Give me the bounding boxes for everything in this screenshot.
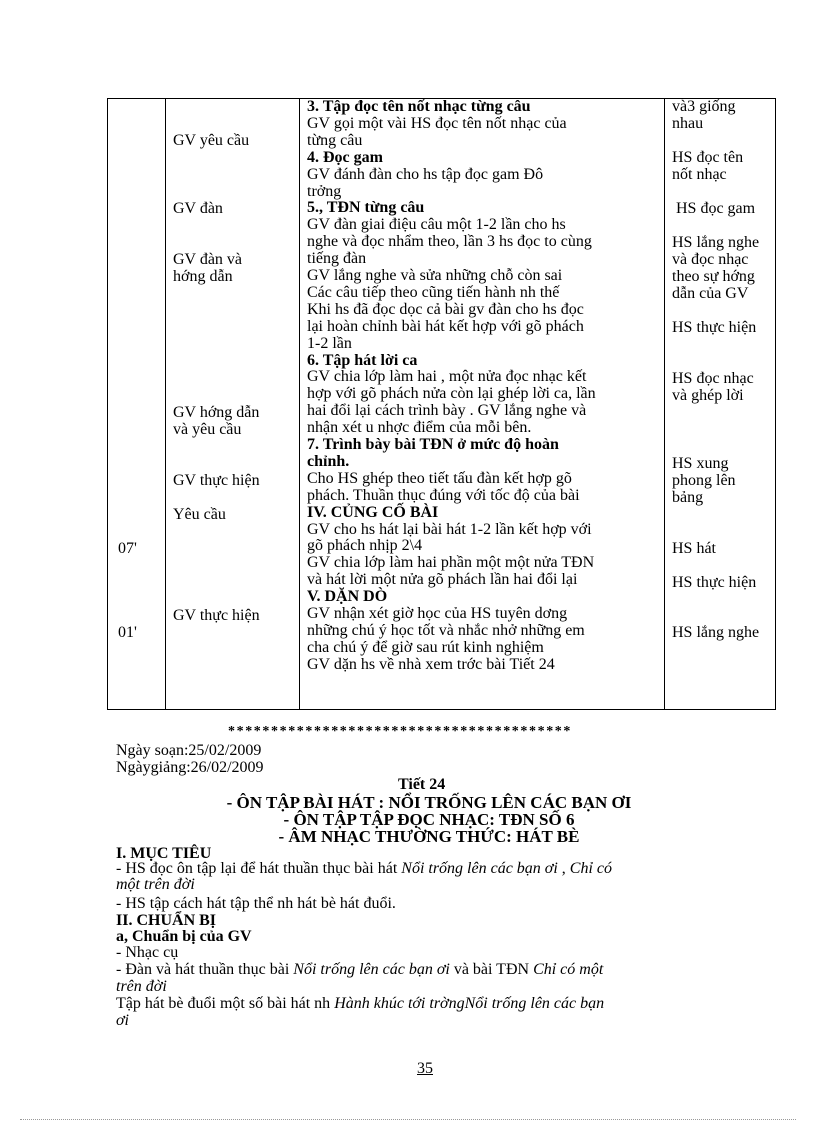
teacher-activity: GV thực hiện — [173, 607, 260, 624]
content-section-heading: 3. Tập đọc tên nốt nhạc từng câu — [307, 98, 531, 115]
preparation-line: - Đàn và hát thuần thục bài Nổi trống lên các bạn ơi và bài TĐN Chỉ có một — [116, 961, 604, 978]
date-prepared: Ngày soạn:25/02/2009 — [116, 742, 262, 759]
content-section-heading: IV. CỦNG CỐ BÀI — [307, 503, 439, 521]
student-activity: bảng — [672, 489, 704, 506]
content-line: GV đánh đàn cho hs tập đọc gam Đô — [307, 165, 544, 183]
teacher-activity: và yêu cầu — [173, 421, 242, 438]
song-title: ơi — [116, 1012, 129, 1029]
objective-line: - HS đọc ôn tập lại để hát thuần thục bài hát Nổi trống lên các bạn ơi , Chỉ có — [116, 860, 613, 877]
student-activity: theo sự hớng — [672, 268, 755, 285]
section-separator: **************************************** — [228, 724, 572, 739]
date-taught: Ngàygiảng:26/02/2009 — [116, 759, 264, 776]
preparation-heading: II. CHUẨN BỊ — [116, 912, 217, 929]
content-line: lại hoàn chỉnh bài hát kết hợp với gõ phách — [307, 317, 584, 335]
student-activity: phong lên — [672, 472, 736, 489]
student-activity: HS thực hiện — [672, 574, 757, 591]
teacher-activity: GV đàn — [173, 200, 223, 217]
content-line: gõ phách nhịp 2\4 — [307, 537, 423, 555]
time-cell: 01' — [118, 624, 137, 641]
content-line: GV nhận xét giờ học của HS tuyên dơng — [307, 605, 568, 622]
preparation-subheading: a, Chuẩn bị của GV — [116, 928, 252, 945]
student-activity: nhau — [672, 115, 704, 132]
content-section-heading: 5., TĐN từng câu — [307, 199, 425, 217]
column-divider — [299, 99, 300, 709]
objectives-heading: I. MỤC TIÊU — [116, 845, 212, 862]
column-divider — [165, 99, 166, 709]
student-activity: và đọc nhạc — [672, 251, 749, 268]
content-line: trởng — [307, 182, 342, 200]
content-line: Cho HS ghép theo tiết tấu đàn kết hợp gõ — [307, 469, 572, 487]
student-activity: dẫn của GV — [672, 285, 749, 302]
content-section-heading: chỉnh. — [307, 452, 350, 470]
student-activity: HS lắng nghe — [672, 624, 760, 641]
content-section-heading: 7. Trình bày bài TĐN ở mức độ hoàn — [307, 436, 559, 453]
student-activity: và ghép lời — [672, 387, 744, 404]
song-title: Nổi trống lên các bạn ơi — [401, 860, 558, 877]
student-activity: HS lắng nghe — [672, 234, 760, 251]
lesson-topic: - ÂM NHẠC THƯỜNG THỨC: HÁT BÈ — [278, 827, 580, 846]
content-line: GV cho hs hát lại bài hát 1-2 lần kết hợp với — [307, 520, 592, 538]
content-section-heading: 4. Đọc gam — [307, 148, 383, 166]
content-line: GV gọi một vài HS đọc tên nốt nhạc của — [307, 114, 567, 132]
content-line: GV đàn giai điệu câu một 1-2 lần cho hs — [307, 216, 566, 234]
content-section-heading: V. DẶN DÒ — [307, 588, 388, 606]
student-activity: HS đọc tên — [672, 149, 744, 166]
column-divider — [664, 99, 665, 709]
student-activity: nốt nhạc — [672, 166, 727, 183]
teacher-activity: hớng dẫn — [173, 268, 233, 285]
student-activity: HS hát — [672, 540, 716, 557]
content-line: hai đổi lại cách trình bày . GV lắng nghe và — [307, 402, 587, 420]
student-activity: và3 giống — [672, 98, 736, 115]
page-number: 35 — [417, 1060, 433, 1077]
content-line: GV lắng nghe và sửa những chỗ còn sai — [307, 267, 563, 284]
time-cell: 07' — [118, 540, 137, 557]
teacher-activity: GV hớng dẫn — [173, 404, 260, 421]
song-title: trên đời — [116, 978, 167, 995]
song-title: Hành khúc tới trờngNổi trống lên các bạn — [334, 995, 605, 1012]
content-line: nhận xét u nhợc điểm của mỗi bên. — [307, 419, 532, 437]
student-activity: HS xung — [672, 455, 729, 472]
student-activity: HS thực hiện — [672, 319, 757, 336]
preparation-line: Tập hát bè đuổi một số bài hát nh Hành khúc tới trờngNổi trống lên các bạn — [116, 995, 605, 1012]
content-line: Các câu tiếp theo cũng tiến hành nh thế — [307, 283, 560, 301]
content-line: từng câu — [307, 131, 363, 149]
song-title: Chỉ có một — [533, 961, 604, 978]
content-line: Khi hs đã đọc dọc cả bài gv đàn cho hs đọc — [307, 300, 584, 318]
content-line: 1-2 lần — [307, 334, 352, 352]
page-bottom-rule — [20, 1119, 796, 1120]
content-line: GV chia lớp làm hai phần một một nửa TĐN — [307, 554, 595, 572]
song-title: Nổi trống lên các bạn ơi — [293, 961, 450, 978]
student-activity: HS đọc gam — [676, 200, 756, 217]
content-line: và hát lời một nửa gõ phách lần hai đổi lại — [307, 571, 578, 589]
content-line: hợp với gõ phách nửa còn lại ghép lời ca, lần — [307, 385, 596, 403]
song-title: Chỉ có — [569, 860, 613, 877]
content-line: tiếng đàn — [307, 250, 367, 268]
content-line: GV dặn hs về nhà xem trớc bài Tiết 24 — [307, 655, 555, 673]
content-line: những chú ý học tốt và nhắc nhở những em — [307, 621, 585, 639]
teacher-activity: GV thực hiện — [173, 472, 260, 489]
student-activity: HS đọc nhạc — [672, 370, 754, 387]
lesson-topic: - ÔN TẬP TẬP ĐỌC NHẠC: TĐN SỐ 6 — [283, 810, 575, 829]
content-line: GV chia lớp làm hai , một nửa đọc nhạc kết — [307, 368, 587, 386]
preparation-line: - Nhạc cụ — [116, 944, 179, 961]
content-line: phách. Thuần thục đúng với tốc độ của bài — [307, 486, 580, 504]
teacher-activity: Yêu cầu — [173, 506, 226, 523]
content-section-heading: 6. Tập hát lời ca — [307, 351, 418, 369]
song-title: một trên đời — [116, 876, 195, 893]
teacher-activity: GV đàn và — [173, 251, 243, 268]
content-line: cha chú ý để giờ sau rút kinh nghiệm — [307, 638, 544, 656]
teacher-activity: GV yêu cầu — [173, 132, 250, 149]
content-line: nghe và đọc nhẩm theo, lần 3 hs đọc to cùng — [307, 233, 592, 251]
lesson-topic: - ÔN TẬP BÀI HÁT : NỔI TRỐNG LÊN CÁC BẠN ƠI — [226, 793, 632, 812]
lesson-table — [107, 98, 776, 710]
objective-line: - HS tập cách hát tập thể nh hát bè hát đuổi. — [116, 895, 396, 912]
lesson-number: Tiết 24 — [398, 776, 446, 793]
